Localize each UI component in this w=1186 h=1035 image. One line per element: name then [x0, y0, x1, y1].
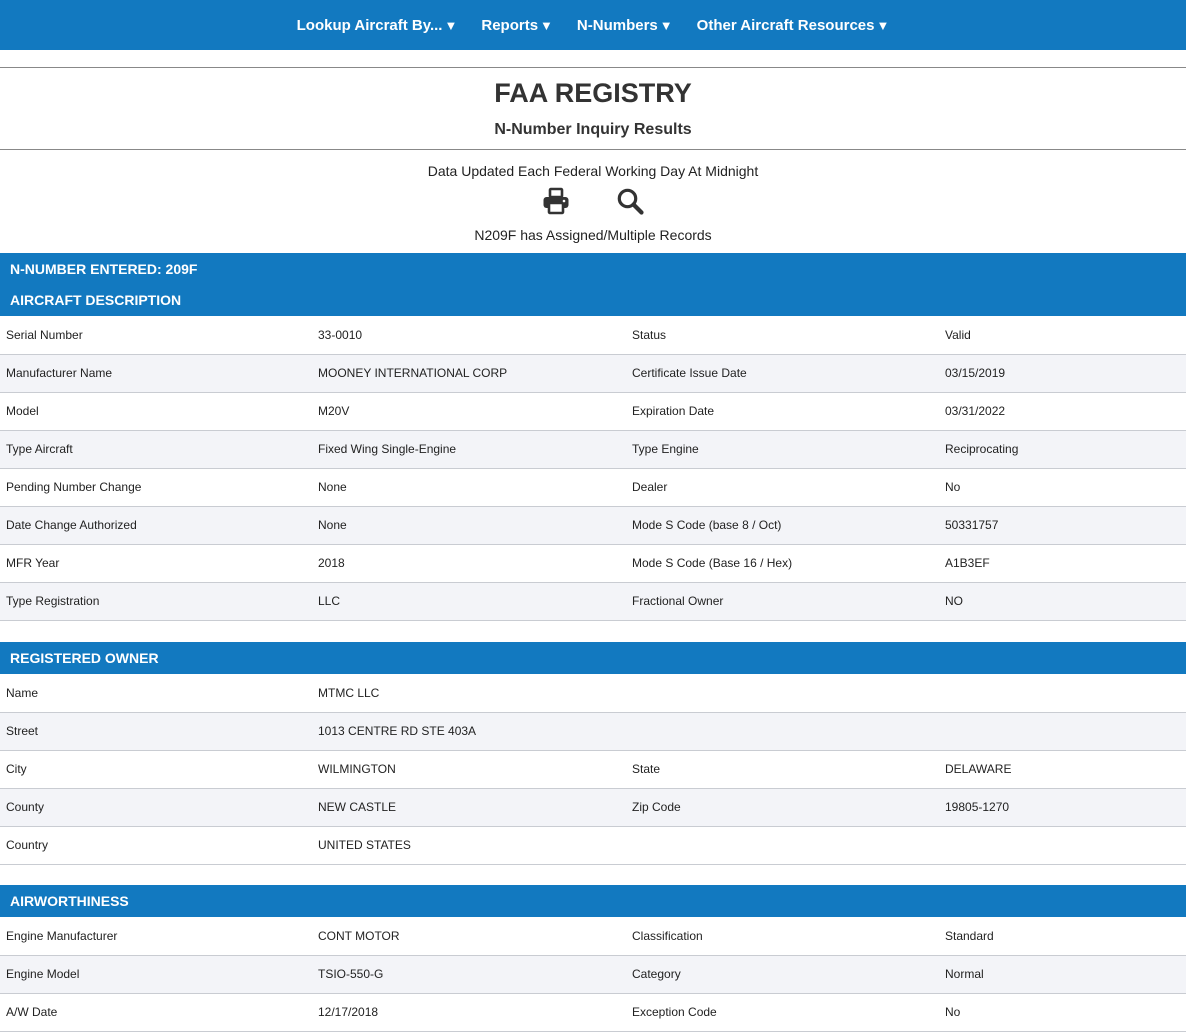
field-label: City — [0, 750, 312, 788]
top-navbar — [0, 0, 1186, 50]
page-subtitle: N-Number Inquiry Results — [494, 121, 692, 138]
field-value: UNITED STATES — [312, 826, 626, 864]
field-label — [626, 712, 939, 750]
field-label: Classification — [626, 917, 939, 955]
nav-other-resources-label: Other Aircraft Resources — [696, 16, 875, 34]
nav-n-numbers-label: N-Numbers — [576, 16, 658, 34]
field-label: Fractional Owner — [626, 582, 939, 620]
table-row — [0, 354, 1186, 392]
field-label: A/W Date — [0, 993, 312, 1031]
action-icons — [0, 186, 1186, 216]
table-row — [0, 430, 1186, 468]
field-label: Date Change Authorized — [0, 506, 312, 544]
field-value: M20V — [312, 392, 626, 430]
table-row — [0, 316, 1186, 354]
table-row — [0, 544, 1186, 582]
field-label: Street — [0, 712, 312, 750]
field-value: Standard — [939, 917, 1186, 955]
field-label: Country — [0, 826, 312, 864]
field-label: Engine Manufacturer — [0, 917, 312, 955]
field-value: MOONEY INTERNATIONAL CORP — [312, 354, 626, 392]
field-value: LLC — [312, 582, 626, 620]
field-label: State — [626, 750, 939, 788]
field-label: Pending Number Change — [0, 468, 312, 506]
table-row — [0, 582, 1186, 620]
records-note: N209F has Assigned/Multiple Records — [474, 227, 712, 243]
field-value — [939, 826, 1186, 864]
field-label: Zip Code — [626, 788, 939, 826]
nav-lookup-aircraft-menu[interactable] — [285, 17, 470, 34]
print-icon — [542, 187, 570, 215]
field-value: WILMINGTON — [312, 750, 626, 788]
field-label: MFR Year — [0, 544, 312, 582]
field-value: MTMC LLC — [312, 674, 626, 712]
search-icon — [616, 187, 644, 215]
aircraft-description-table — [0, 316, 1186, 621]
nav-lookup-aircraft-label: Lookup Aircraft By... — [296, 16, 443, 34]
field-value: 03/31/2022 — [939, 392, 1186, 430]
field-label: Certificate Issue Date — [626, 354, 939, 392]
field-value: 50331757 — [939, 506, 1186, 544]
print-button[interactable] — [542, 186, 570, 216]
field-label: Dealer — [626, 468, 939, 506]
table-row — [0, 468, 1186, 506]
field-value: 33-0010 — [312, 316, 626, 354]
field-label: Serial Number — [0, 316, 312, 354]
field-value — [939, 712, 1186, 750]
field-value: 1013 CENTRE RD STE 403A — [312, 712, 626, 750]
registered-owner-table — [0, 674, 1186, 865]
field-label — [626, 826, 939, 864]
table-row — [0, 392, 1186, 430]
field-value: 2018 — [312, 544, 626, 582]
registered-owner-header: REGISTERED OWNER — [0, 642, 1186, 674]
field-value: No — [939, 468, 1186, 506]
field-label: Engine Model — [0, 955, 312, 993]
field-value: None — [312, 506, 626, 544]
field-label: Expiration Date — [626, 392, 939, 430]
field-value: None — [312, 468, 626, 506]
field-label: Name — [0, 674, 312, 712]
field-value: DELAWARE — [939, 750, 1186, 788]
caret-down-icon: ▼ — [659, 17, 673, 33]
field-value — [939, 674, 1186, 712]
field-value: Reciprocating — [939, 430, 1186, 468]
field-label: Type Engine — [626, 430, 939, 468]
nav-reports-menu[interactable] — [469, 17, 565, 34]
field-label — [626, 674, 939, 712]
field-value: A1B3EF — [939, 544, 1186, 582]
nav-n-numbers-menu[interactable] — [565, 17, 685, 34]
field-label: Model — [0, 392, 312, 430]
table-row — [0, 993, 1186, 1031]
page-title: FAA REGISTRY — [494, 78, 692, 108]
nnumber-entered-header: N-NUMBER ENTERED: 209F — [0, 253, 1186, 284]
table-row — [0, 674, 1186, 712]
field-label: Manufacturer Name — [0, 354, 312, 392]
search-button[interactable] — [616, 186, 644, 216]
divider-mid — [0, 149, 1186, 150]
field-value: Normal — [939, 955, 1186, 993]
field-label: Type Aircraft — [0, 430, 312, 468]
field-label: Category — [626, 955, 939, 993]
update-note: Data Updated Each Federal Working Day At Midnight — [427, 163, 759, 179]
table-row — [0, 506, 1186, 544]
table-row — [0, 788, 1186, 826]
table-row — [0, 750, 1186, 788]
divider-top — [0, 67, 1186, 68]
nav-other-resources-menu[interactable] — [685, 17, 902, 34]
field-label: Type Registration — [0, 582, 312, 620]
field-value: TSIO-550-G — [312, 955, 626, 993]
nav-reports-label: Reports — [481, 16, 539, 34]
field-value: Fixed Wing Single-Engine — [312, 430, 626, 468]
caret-down-icon: ▼ — [540, 17, 553, 33]
field-label: Mode S Code (Base 16 / Hex) — [626, 544, 939, 582]
field-label: Exception Code — [626, 993, 939, 1031]
airworthiness-table — [0, 917, 1186, 1032]
table-row — [0, 712, 1186, 750]
field-value: NEW CASTLE — [312, 788, 626, 826]
field-value: NO — [939, 582, 1186, 620]
aircraft-description-header: AIRCRAFT DESCRIPTION — [0, 284, 1186, 316]
field-value: CONT MOTOR — [312, 917, 626, 955]
airworthiness-header: AIRWORTHINESS — [0, 885, 1186, 917]
table-row — [0, 917, 1186, 955]
caret-down-icon: ▼ — [876, 17, 890, 33]
field-value: 12/17/2018 — [312, 993, 626, 1031]
field-label: Mode S Code (base 8 / Oct) — [626, 506, 939, 544]
table-row — [0, 955, 1186, 993]
caret-down-icon: ▼ — [444, 17, 458, 33]
field-label: County — [0, 788, 312, 826]
field-value: Valid — [939, 316, 1186, 354]
table-row — [0, 826, 1186, 864]
field-value: 19805-1270 — [939, 788, 1186, 826]
field-value: No — [939, 993, 1186, 1031]
field-value: 03/15/2019 — [939, 354, 1186, 392]
field-label: Status — [626, 316, 939, 354]
